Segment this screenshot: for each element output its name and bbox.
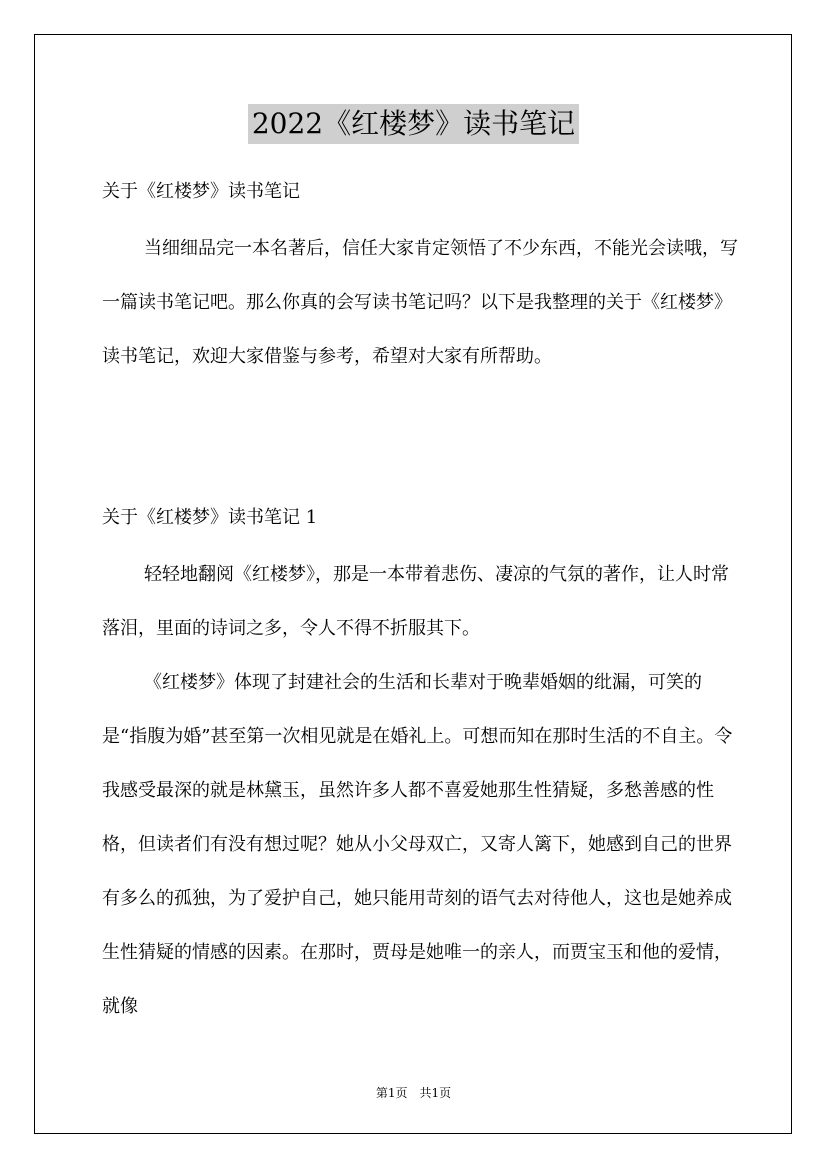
intro-paragraph: 当细细品完一本名著后，信任大家肯定领悟了不少东西，不能光会读哦，写一篇读书笔记吧。那么你真的会写读书笔记吗？以下是我整理的关于《红楼梦》读书笔记，欢迎大家借鉴与参考，希望对大家有所帮助。 bbox=[102, 238, 738, 367]
section-heading: 关于《红楼梦》读书笔记 bbox=[102, 181, 300, 202]
page-footer: 第1页 共1页 bbox=[375, 1086, 452, 1100]
document-title: 2022《红楼梦》读书笔记 bbox=[248, 104, 579, 144]
paragraph-1: 轻轻地翻阅《红楼梦》，那是一本带着悲伤、凄凉的气氛的著作，让人时常落泪，里面的诗词之多，令人不得不折服其下。 bbox=[102, 564, 729, 639]
subheading-1: 关于《红楼梦》读书笔记 1 bbox=[102, 507, 318, 528]
title-container bbox=[0, 104, 827, 144]
paragraph-2: 《红楼梦》体现了封建社会的生活和长辈对于晚辈婚姻的纰漏，可笑的是“指腹为婚”甚至第一次相见就是在婚礼上。可想而知在那时生活的不自主。令我感受最深的就是林黛玉，虽然许多人都不喜爱她那生性猜疑，多愁善感的性格，但读者们有没有想过呢？她从小父母双亡，又寄人篱下，她感到自己的世界有多么的孤独，为了爱护自己，她只能用苛刻的语气去对待他人，这也是她养成生性猜疑的情感的因素。在那时，贾母是她唯一的亲人，而贾宝玉和他的爱情，就像 bbox=[102, 672, 733, 1017]
